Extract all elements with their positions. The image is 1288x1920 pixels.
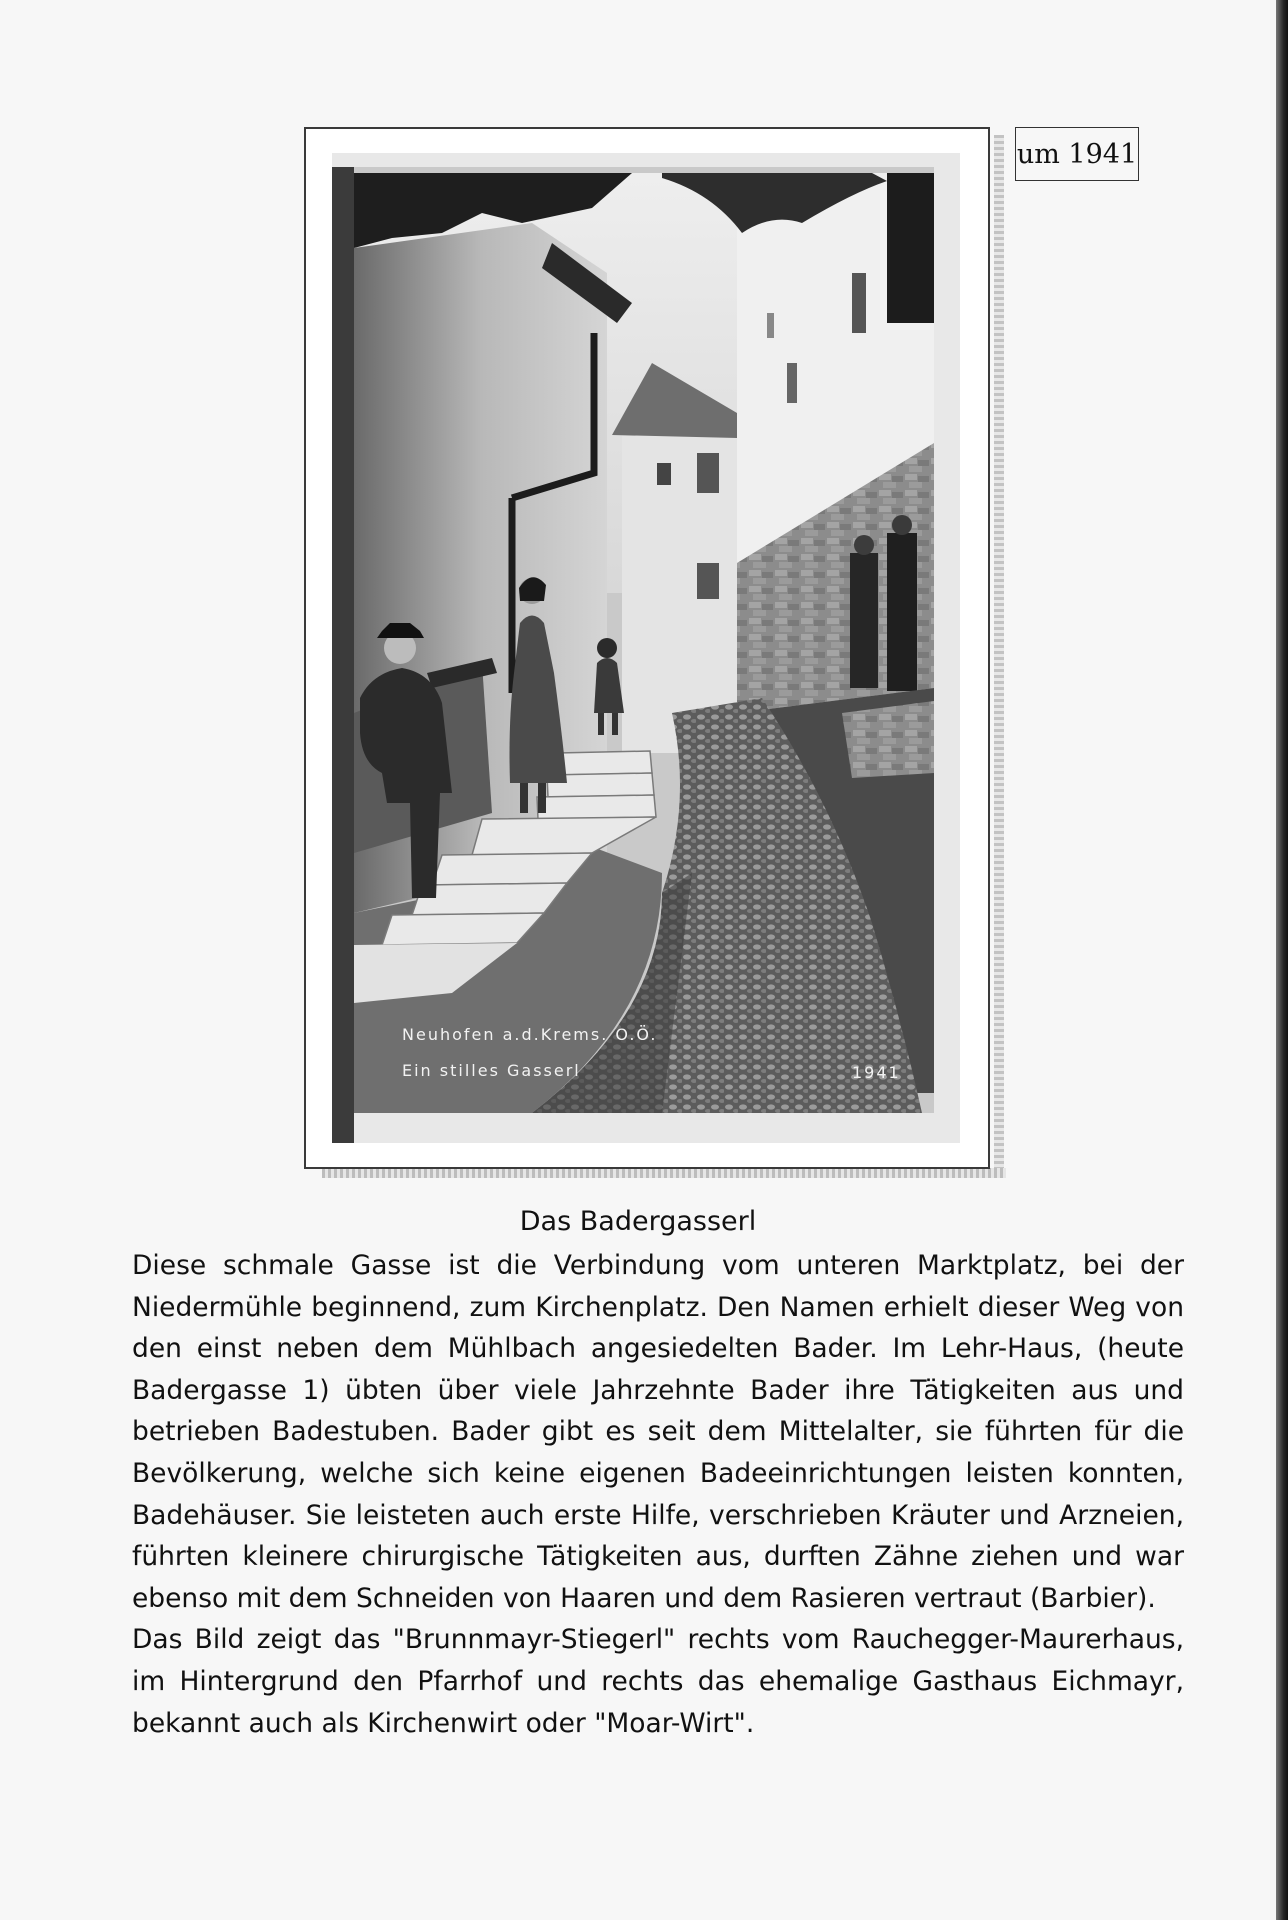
body-text xyxy=(132,1245,1184,1744)
photo-scene xyxy=(332,153,960,1143)
photo-shadow-right xyxy=(994,135,1004,1175)
historic-photograph xyxy=(332,153,960,1143)
date-tag: um 1941 xyxy=(1015,127,1139,181)
scan-edge xyxy=(1276,0,1288,1920)
page-title: Das Badergasserl xyxy=(519,1206,757,1237)
paragraph-history: Diese schmale Gasse ist die Verbindung vom unteren Marktplatz, bei der Niedermühle beginnend, zum Kirchenplatz. Den Namen erhielt dieser Weg von den einst neben dem Mühlbach angesiedelten Bader. Im Lehr-Haus, (heute Badergasse 1) übten über viele Jahrzehnte Bader ihre Tätigkeiten aus und betrieben Badestuben. Bader gibt es seit dem Mittelalter, sie führten für die Bevölkerung, welche sich keine eigenen Badeeinrichtungen leisten konnten, Badehäuser. Sie leisteten auch erste Hilfe, verschrieben Kräuter und Arzneien, führten kleinere chirurgische Tätigkeiten aus, durften Zähne ziehen und war ebenso mit dem Schneiden von Haaren und dem Rasieren vertraut (Barbier). xyxy=(132,1250,1184,1614)
paragraph-picture-description: Das Bild zeigt das "Brunnmayr-Stiegerl" rechts vom Rauchegger-Maurerhaus, im Hintergrund den Pfarrhof und rechts das ehemalige Gasthaus Eichmayr, bekannt auch als Kirchenwirt oder "Moar-Wirt". xyxy=(132,1624,1184,1739)
photo-frame xyxy=(304,127,990,1169)
photo-shadow-bottom xyxy=(322,1168,1006,1178)
photo-caption-title: Ein stilles Gasserl xyxy=(402,1061,581,1080)
photo-caption-year: 1941 xyxy=(852,1063,901,1082)
photo-caption-place: Neuhofen a.d.Krems. O.Ö. xyxy=(402,1025,658,1044)
